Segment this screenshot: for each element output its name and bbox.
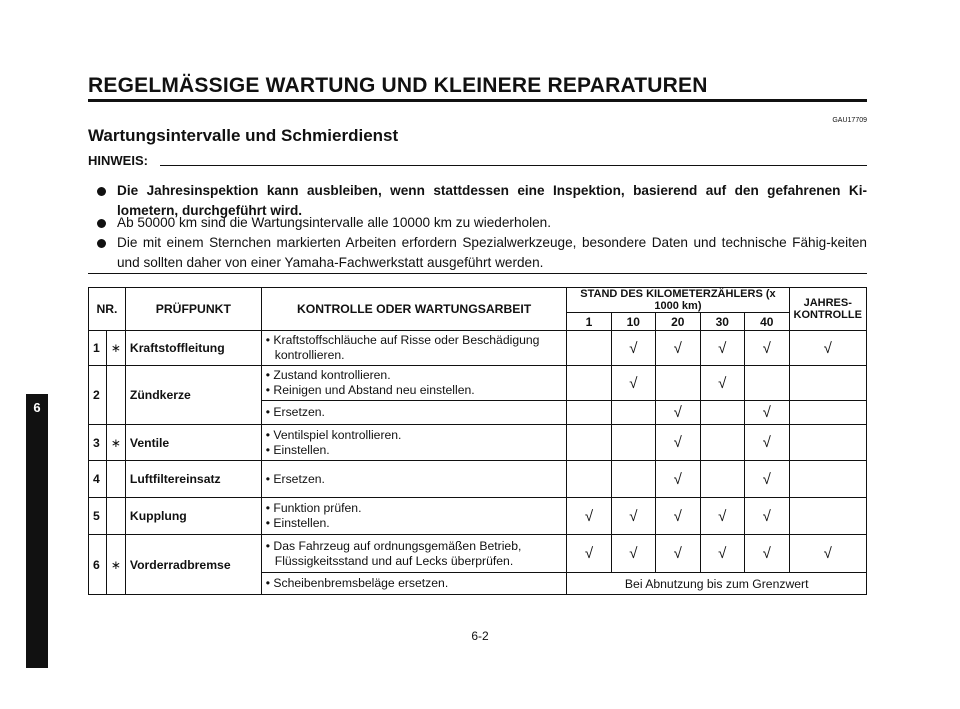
note-text: Die Jahresinspektion kann ausbleiben, wenn stattdessen eine Inspektion, basierend auf den gefahrenen Ki-lometern, durchgeführt wird.	[117, 183, 867, 218]
check-mark: √	[789, 331, 867, 366]
empty-cell	[789, 461, 867, 498]
row-check-point: Kraftstoffleitung	[125, 331, 261, 366]
empty-cell	[567, 461, 611, 498]
row-star: ∗	[106, 331, 125, 366]
row-number: 6	[89, 535, 107, 595]
empty-cell	[567, 401, 611, 425]
separator	[88, 273, 867, 274]
check-mark: √	[656, 535, 700, 573]
row-star: ∗	[106, 535, 125, 595]
row-check-point: Kupplung	[125, 498, 261, 535]
action-line: kontrollieren.	[274, 348, 345, 362]
row-number: 2	[89, 366, 107, 425]
row-star	[106, 461, 125, 498]
header-km: 20	[656, 313, 700, 331]
action-line: • Ersetzen.	[265, 405, 325, 419]
action-line: • Reinigen und Abstand neu einstellen.	[265, 383, 475, 397]
row-number: 1	[89, 331, 107, 366]
action-line: • Einstellen.	[265, 516, 330, 530]
empty-cell	[567, 366, 611, 401]
chapter-tab	[26, 394, 48, 668]
check-mark: √	[611, 498, 655, 535]
row-number: 5	[89, 498, 107, 535]
table-row	[89, 331, 867, 366]
empty-cell	[611, 425, 655, 461]
check-mark: √	[567, 498, 611, 535]
row-star: ∗	[106, 425, 125, 461]
check-mark: √	[789, 535, 867, 573]
header-work: KONTROLLE ODER WARTUNGSARBEIT	[261, 288, 567, 331]
empty-cell	[700, 401, 744, 425]
row-star	[106, 366, 125, 425]
empty-cell	[789, 401, 867, 425]
note-text: Ab 50000 km sind die Wartungsintervalle alle 10000 km zu wiederholen.	[117, 215, 551, 230]
action-line: • Scheibenbremsbeläge ersetzen.	[265, 576, 449, 590]
header-odometer: STAND DES KILOMETERZÄHLERS (x 1000 km)	[567, 288, 789, 313]
check-mark: √	[611, 331, 655, 366]
header-km: 30	[700, 313, 744, 331]
row-check-point: Vorderradbremse	[125, 535, 261, 595]
row-check-point: Ventile	[125, 425, 261, 461]
check-mark: √	[745, 425, 789, 461]
row-action	[261, 401, 567, 425]
empty-cell	[789, 366, 867, 401]
check-mark: √	[700, 535, 744, 573]
empty-cell	[567, 331, 611, 366]
action-line: • Das Fahrzeug auf ordnungsgemäßen Betrieb,	[265, 538, 522, 553]
check-mark: √	[656, 331, 700, 366]
row-action	[261, 461, 567, 498]
row-star	[106, 498, 125, 535]
page-number: 6-2	[471, 629, 489, 643]
action-line: • Ventilspiel kontrollieren.	[265, 427, 402, 442]
row-check-point: Luftfiltereinsatz	[125, 461, 261, 498]
header-annual-line2: KONTROLLE	[793, 309, 862, 321]
bullet-icon	[97, 219, 106, 228]
table-row	[89, 366, 867, 401]
bullet-icon	[97, 187, 106, 196]
action-line: Flüssigkeitsstand und auf Lecks überprüfen.	[274, 553, 514, 568]
empty-cell	[789, 498, 867, 535]
table-header-row	[89, 288, 867, 313]
page-title: REGELMÄSSIGE WARTUNG UND KLEINERE REPARATUREN	[88, 74, 708, 97]
row-action	[261, 498, 567, 535]
note-rule	[160, 165, 867, 166]
bullet-icon	[97, 239, 106, 248]
empty-cell	[656, 366, 700, 401]
header-km: 10	[611, 313, 655, 331]
check-mark: √	[745, 331, 789, 366]
check-mark: √	[656, 401, 700, 425]
table-row	[89, 461, 867, 498]
action-line: • Funktion prüfen.	[265, 501, 362, 515]
check-mark: √	[745, 461, 789, 498]
empty-cell	[745, 366, 789, 401]
table-row	[89, 425, 867, 461]
header-nr: NR.	[89, 288, 126, 331]
row-number: 3	[89, 425, 107, 461]
check-mark: √	[745, 535, 789, 573]
empty-cell	[611, 401, 655, 425]
check-mark: √	[656, 461, 700, 498]
action-line: • Einstellen.	[265, 442, 330, 457]
empty-cell	[611, 461, 655, 498]
interval-note: Bei Abnutzung bis zum Grenzwert	[567, 573, 867, 595]
document-code: GAU17709	[832, 117, 867, 124]
empty-cell	[700, 425, 744, 461]
row-action	[261, 535, 567, 573]
check-mark: √	[700, 498, 744, 535]
row-action	[261, 366, 567, 401]
check-mark: √	[611, 535, 655, 573]
action-line: • Zustand kontrollieren.	[265, 368, 391, 382]
row-check-point: Zündkerze	[125, 366, 261, 425]
empty-cell	[700, 461, 744, 498]
action-line: • Ersetzen.	[265, 471, 325, 486]
table-row	[89, 498, 867, 535]
note-item	[97, 233, 867, 273]
row-number: 4	[89, 461, 107, 498]
table-row	[89, 535, 867, 573]
empty-cell	[789, 425, 867, 461]
header-annual	[789, 288, 867, 331]
check-mark: √	[611, 366, 655, 401]
check-mark: √	[745, 401, 789, 425]
row-action	[261, 425, 567, 461]
check-mark: √	[700, 366, 744, 401]
note-text: Die mit einem Sternchen markierten Arbeiten erfordern Spezialwerkzeuge, besondere Daten und technische Fähig-keiten und sollten daher von einer Yamaha-Fachwerkstatt ausgeführt werden.	[117, 235, 867, 270]
check-mark: √	[745, 498, 789, 535]
header-km: 1	[567, 313, 611, 331]
title-underline	[88, 99, 867, 102]
section-title: Wartungsintervalle und Schmierdienst	[88, 126, 399, 145]
header-km: 40	[745, 313, 789, 331]
check-mark: √	[567, 535, 611, 573]
header-point: PRÜFPUNKT	[125, 288, 261, 331]
row-action	[261, 331, 567, 366]
note-label: HINWEIS:	[88, 153, 148, 168]
row-action	[261, 573, 567, 595]
check-mark: √	[656, 425, 700, 461]
check-mark: √	[700, 331, 744, 366]
maintenance-table	[88, 287, 867, 595]
note-item	[97, 213, 867, 233]
chapter-number: 6	[33, 400, 41, 415]
header-annual-line1: JAHRES-	[803, 297, 852, 309]
action-line: • Kraftstoffschläuche auf Risse oder Beschädigung	[265, 333, 540, 347]
check-mark: √	[656, 498, 700, 535]
empty-cell	[567, 425, 611, 461]
